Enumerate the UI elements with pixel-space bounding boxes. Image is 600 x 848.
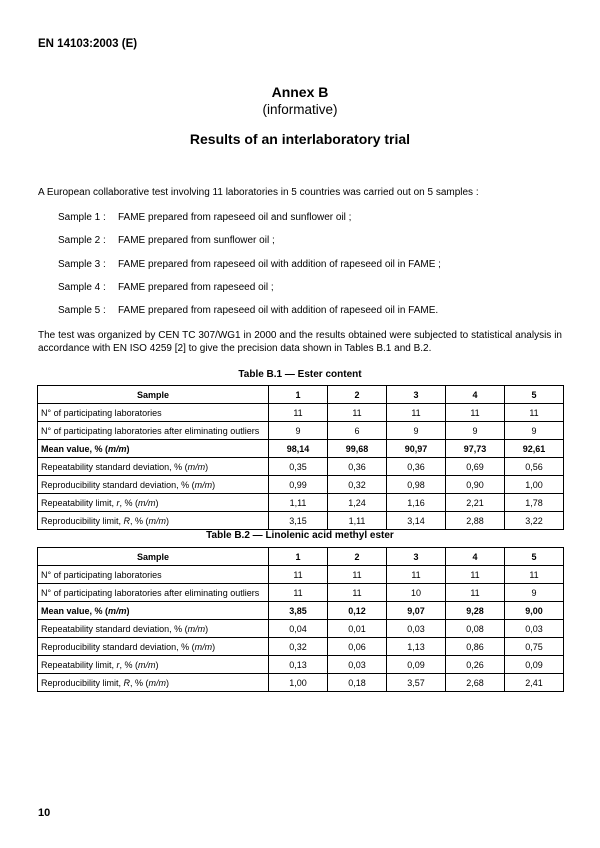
sample-id: Sample 2 : <box>58 235 106 247</box>
table-cell: 0,69 <box>446 458 505 476</box>
table-row <box>38 602 564 620</box>
column-header-sample-2: 2 <box>328 548 387 566</box>
table-cell: 9,07 <box>387 602 446 620</box>
table-cell: 0,26 <box>446 656 505 674</box>
table-cell: 0,09 <box>505 656 564 674</box>
table-row <box>38 674 564 692</box>
row-label: N° of participating laboratories <box>38 404 269 422</box>
table-cell: 9,00 <box>505 602 564 620</box>
table-cell: 2,21 <box>446 494 505 512</box>
table-cell: 3,57 <box>387 674 446 692</box>
table-cell: 3,85 <box>269 602 328 620</box>
list-item <box>58 282 441 305</box>
table-cell: 11 <box>269 584 328 602</box>
table-row <box>38 620 564 638</box>
row-label: Repeatability limit, r, % (m/m) <box>38 494 269 512</box>
column-header-sample-4: 4 <box>446 548 505 566</box>
row-label: Reproducibility limit, R, % (m/m) <box>38 512 269 530</box>
table-row <box>38 494 564 512</box>
row-label: Reproducibility standard deviation, % (m/m) <box>38 476 269 494</box>
table-cell: 11 <box>446 404 505 422</box>
column-header-sample-4: 4 <box>446 386 505 404</box>
table-cell: 9 <box>387 422 446 440</box>
table-cell: 0,32 <box>328 476 387 494</box>
row-label: Mean value, % (m/m) <box>38 602 269 620</box>
linolenic-acid-table <box>37 547 564 692</box>
table-cell: 0,90 <box>446 476 505 494</box>
table-cell: 0,09 <box>387 656 446 674</box>
row-label: Mean value, % (m/m) <box>38 440 269 458</box>
method-paragraph: The test was organized by CEN TC 307/WG1 in 2000 and the results obtained were subjected to statistical analysis in accordance with EN ISO 4259 [2] to give the precision data shown in Tables B.1 and B.2. <box>38 330 562 354</box>
table-row <box>38 638 564 656</box>
table-row <box>38 476 564 494</box>
table-cell: 1,11 <box>269 494 328 512</box>
table-cell: 11 <box>269 566 328 584</box>
table-cell: 0,35 <box>269 458 328 476</box>
row-label: N° of participating laboratories <box>38 566 269 584</box>
row-label: Reproducibility standard deviation, % (m/m) <box>38 638 269 656</box>
column-header-sample-3: 3 <box>387 548 446 566</box>
row-label: Repeatability standard deviation, % (m/m) <box>38 620 269 638</box>
table-header-row <box>38 386 564 404</box>
sample-id: Sample 3 : <box>58 258 106 270</box>
table-cell: 11 <box>387 404 446 422</box>
table-cell: 9 <box>505 584 564 602</box>
table-cell: 0,36 <box>387 458 446 476</box>
table-cell: 0,32 <box>269 638 328 656</box>
table-caption: Table B.1 — Ester content <box>238 369 362 380</box>
table-cell: 0,03 <box>328 656 387 674</box>
sample-id: Sample 5 : <box>58 305 106 317</box>
sample-description: FAME prepared from rapeseed oil and sunflower oil ; <box>118 212 352 223</box>
table-cell: 11 <box>505 404 564 422</box>
table-cell: 1,24 <box>328 494 387 512</box>
column-header-sample-5: 5 <box>505 386 564 404</box>
table-cell: 3,15 <box>269 512 328 530</box>
table-cell: 11 <box>328 584 387 602</box>
table-cell: 0,03 <box>505 620 564 638</box>
table-cell: 6 <box>328 422 387 440</box>
ester-content-table <box>37 385 564 530</box>
table-cell: 0,13 <box>269 656 328 674</box>
sample-id: Sample 4 : <box>58 281 106 293</box>
table-row <box>38 656 564 674</box>
column-header-sample: Sample <box>38 548 269 566</box>
table-cell: 90,97 <box>387 440 446 458</box>
table-cell: 11 <box>505 566 564 584</box>
table-cell: 9 <box>269 422 328 440</box>
table-cell: 9,28 <box>446 602 505 620</box>
table-cell: 0,06 <box>328 638 387 656</box>
table-cell: 3,14 <box>387 512 446 530</box>
row-label: Reproducibility limit, R, % (m/m) <box>38 674 269 692</box>
table-cell: 0,03 <box>387 620 446 638</box>
row-label: Repeatability limit, r, % (m/m) <box>38 656 269 674</box>
intro-text: A European collaborative test involving 11 laboratories in 5 countries was carried out on 5 samples : <box>38 187 479 198</box>
sample-list <box>58 212 441 328</box>
table-cell: 0,12 <box>328 602 387 620</box>
annex-block <box>0 84 600 118</box>
sample-description: FAME prepared from rapeseed oil with addition of rapeseed oil in FAME ; <box>118 258 441 270</box>
table-cell: 0,08 <box>446 620 505 638</box>
table-cell: 99,68 <box>328 440 387 458</box>
table-cell: 0,75 <box>505 638 564 656</box>
table-header-row <box>38 548 564 566</box>
table-cell: 2,88 <box>446 512 505 530</box>
column-header-sample-5: 5 <box>505 548 564 566</box>
table-cell: 9 <box>505 422 564 440</box>
table-row <box>38 566 564 584</box>
page-number: 10 <box>38 807 51 819</box>
table-cell: 2,68 <box>446 674 505 692</box>
table-cell: 0,98 <box>387 476 446 494</box>
sample-description: FAME prepared from sunflower oil ; <box>118 235 275 247</box>
list-item <box>58 305 441 328</box>
column-header-sample-2: 2 <box>328 386 387 404</box>
table-cell: 97,73 <box>446 440 505 458</box>
table-cell: 98,14 <box>269 440 328 458</box>
table-cell: 11 <box>446 566 505 584</box>
table-cell: 11 <box>269 404 328 422</box>
table-cell: 11 <box>387 566 446 584</box>
standard-reference: EN 14103:2003 (E) <box>38 38 138 50</box>
table-cell: 3,22 <box>505 512 564 530</box>
table-caption: Table B.2 — Linolenic acid methyl ester <box>206 530 394 541</box>
table-cell: 1,00 <box>269 674 328 692</box>
list-item <box>58 259 441 282</box>
table-row <box>38 404 564 422</box>
list-item <box>58 212 441 235</box>
table-cell: 1,11 <box>328 512 387 530</box>
table-cell: 11 <box>328 404 387 422</box>
table-cell: 0,04 <box>269 620 328 638</box>
table-cell: 11 <box>446 584 505 602</box>
table-cell: 0,99 <box>269 476 328 494</box>
table-cell: 92,61 <box>505 440 564 458</box>
annex-subtitle: (informative) <box>262 102 338 117</box>
column-header-sample-1: 1 <box>269 548 328 566</box>
table-cell: 11 <box>328 566 387 584</box>
sample-id: Sample 1 : <box>58 212 106 223</box>
sample-description: FAME prepared from rapeseed oil ; <box>118 281 274 293</box>
table-cell: 0,36 <box>328 458 387 476</box>
table-row <box>38 422 564 440</box>
annex-heading: Results of an interlaboratory trial <box>189 131 411 147</box>
table-cell: 1,00 <box>505 476 564 494</box>
row-label: Repeatability standard deviation, % (m/m) <box>38 458 269 476</box>
table-cell: 1,13 <box>387 638 446 656</box>
table-cell: 1,78 <box>505 494 564 512</box>
list-item <box>58 235 441 258</box>
table-row <box>38 512 564 530</box>
column-header-sample: Sample <box>38 386 269 404</box>
column-header-sample-1: 1 <box>269 386 328 404</box>
column-header-sample-3: 3 <box>387 386 446 404</box>
table-cell: 0,18 <box>328 674 387 692</box>
table-row <box>38 584 564 602</box>
table-cell: 1,16 <box>387 494 446 512</box>
row-label: N° of participating laboratories after eliminating outliers <box>38 584 269 602</box>
table-cell: 0,56 <box>505 458 564 476</box>
table-cell: 2,41 <box>505 674 564 692</box>
table-cell: 0,86 <box>446 638 505 656</box>
sample-description: FAME prepared from rapeseed oil with addition of rapeseed oil in FAME. <box>118 305 439 317</box>
table-cell: 10 <box>387 584 446 602</box>
table-cell: 9 <box>446 422 505 440</box>
row-label: N° of participating laboratories after eliminating outliers <box>38 422 269 440</box>
table-cell: 0,01 <box>328 620 387 638</box>
table-row <box>38 440 564 458</box>
table-row <box>38 458 564 476</box>
annex-title: Annex B <box>271 84 329 100</box>
